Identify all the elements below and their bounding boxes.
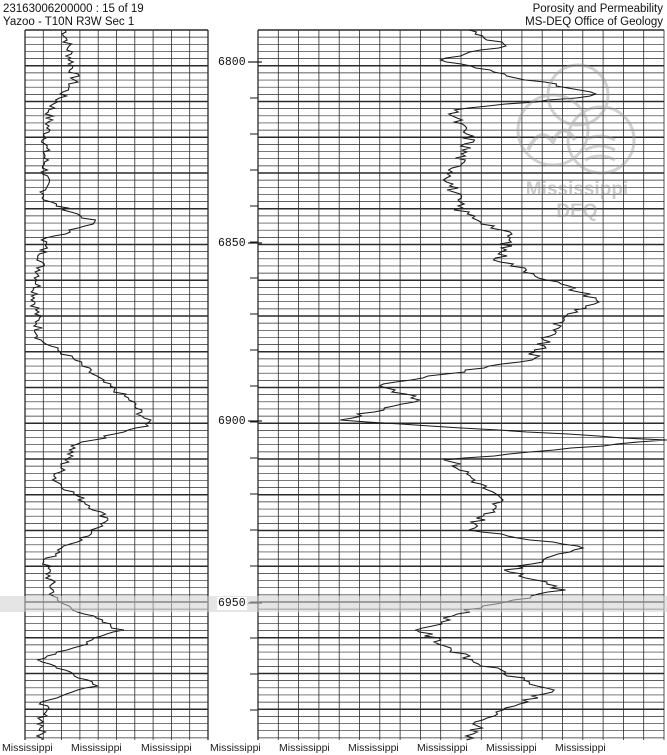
depth-label-6950: 6950	[218, 597, 246, 610]
footer-label: Mississippi	[141, 742, 192, 754]
well-location: Yazoo - T10N R3W Sec 1	[3, 16, 135, 28]
log-type-title: Porosity and Permeability	[532, 3, 663, 15]
depth-tick-marks	[248, 62, 262, 710]
watermark-line-2: DEQ	[556, 201, 598, 222]
left-track-grid	[25, 30, 208, 740]
footer-label: Mississippi	[417, 742, 468, 754]
watermark-line-1: Mississippi	[525, 179, 629, 200]
mississippi-deq-watermark	[518, 65, 634, 222]
footer-label: Mississippi	[348, 742, 399, 754]
footer-label: Mississippi	[279, 742, 330, 754]
depth-label-6850: 6850	[218, 237, 246, 250]
depth-label-6800: 6800	[218, 56, 246, 69]
agency-name: MS-DEQ Office of Geology	[525, 16, 663, 28]
depth-label-6900: 6900	[218, 415, 246, 428]
scan-band	[0, 596, 667, 612]
footer-label: Mississippi	[210, 742, 261, 754]
footer-watermark-strip	[0, 741, 667, 755]
footer-label: Mississippi	[555, 742, 606, 754]
footer-label: Mississippi	[486, 742, 537, 754]
footer-label: Mississippi	[2, 742, 53, 754]
footer-label: Mississippi	[71, 742, 122, 754]
well-id-page: 23163006200000 : 15 of 19	[3, 3, 144, 15]
